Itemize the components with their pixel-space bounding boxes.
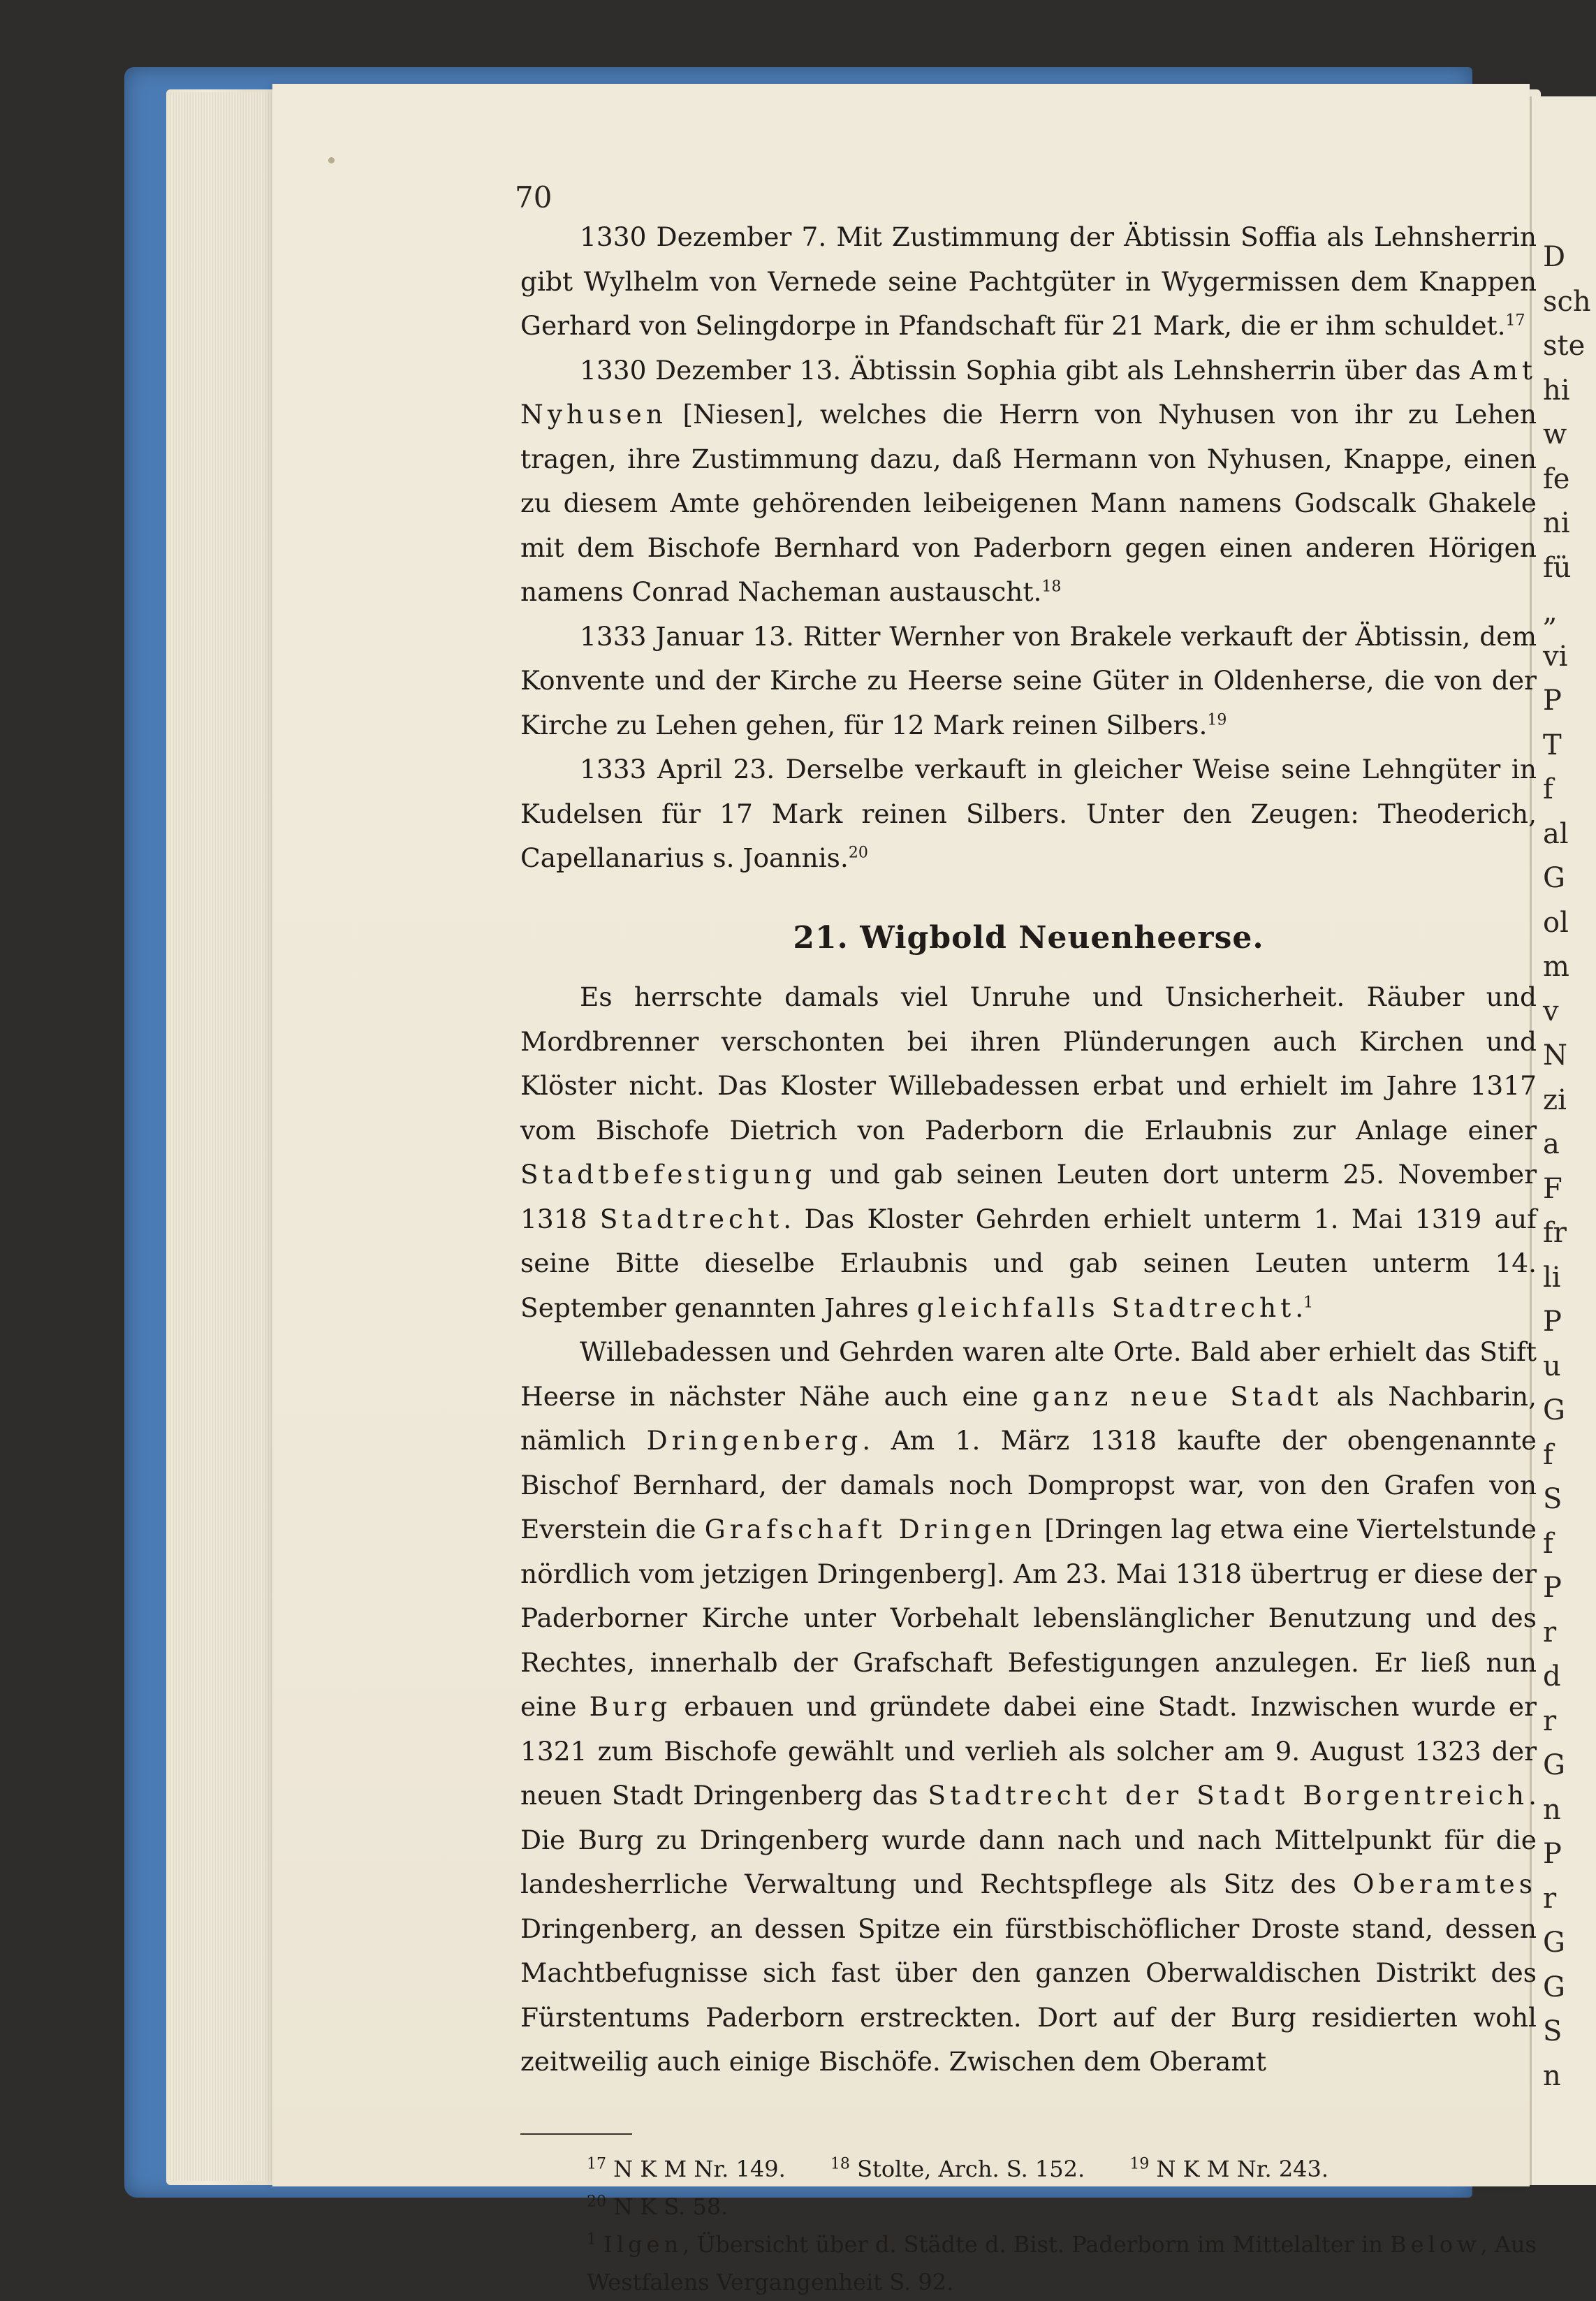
facing-page-fragment: vi bbox=[1543, 640, 1568, 673]
footnote-row-1 bbox=[520, 2150, 1537, 2188]
facing-page-fragment: al bbox=[1543, 817, 1569, 850]
facing-page-fragment: f bbox=[1543, 773, 1553, 805]
page-content bbox=[520, 175, 1537, 2301]
facing-page-fragment: zi bbox=[1543, 1083, 1567, 1116]
facing-page-fragment: ni bbox=[1543, 507, 1570, 539]
facing-page-fragment: r bbox=[1543, 1616, 1557, 1649]
facing-page-fragment: m bbox=[1543, 951, 1569, 983]
paragraph-dringenberg: Willebadessen und Gehrden waren alte Orte. Bald aber erhielt das Stift Heerse in nächster Nähe auch eine ganz neue Stadt als Nachbarin, nämlich Dringenberg. Am 1. März 1318 kaufte der obengenannte Bischof Bernhard, der damals noch Dompropst war, von den Grafen von Everstein die Grafschaft Dringen [Dringen lag etwa eine Viertelstunde nördlich vom jetzigen Dringenberg]. Am 23. Mai 1318 übertrug er diese der Paderborner Kirche unter Vorbehalt lebenslänglicher Benutzung und des Rechtes, innerhalb der Grafschaft Befestigungen anzulegen. Er ließ nun eine Burg erbauen und gründete dabei eine Stadt. Inzwischen wurde er 1321 zum Bischofe gewählt und verlieh als solcher am 9. August 1323 der neuen Stadt Dringenberg das Stadtrecht der Stadt Borgentreich. Die Burg zu Dringenberg wurde dann nach und nach Mittelpunkt für die landesherrliche Verwaltung und Rechtspflege als Sitz des Oberamtes Dringenberg, an dessen Spitze ein fürstbischöflicher Droste stand, dessen Machtbefugnisse sich fast über den ganzen Oberwaldischen Distrikt des Fürstentums Paderborn erstreckten. Dort auf der Burg residierten wohl zeitweilig auch einige Bischöfe. Zwischen dem Oberamt bbox=[520, 1336, 1537, 2077]
facing-page-fragment: u bbox=[1543, 1350, 1561, 1382]
facing-page-fragment: G bbox=[1543, 1927, 1565, 1959]
footnote-17: $^{17}$ N K M Nr. 149. bbox=[587, 2154, 786, 2182]
facing-page-fragment: fr bbox=[1543, 1217, 1567, 1249]
facing-page-fragment: G bbox=[1543, 862, 1565, 894]
footnote-18: $^{18}$ Stolte, Arch. S. 152. bbox=[830, 2154, 1085, 2182]
facing-page-fragment: sch bbox=[1543, 285, 1591, 318]
facing-page-fragment: a bbox=[1543, 1128, 1560, 1160]
facing-page-fragment: r bbox=[1543, 1704, 1557, 1737]
paper-speck bbox=[328, 157, 335, 163]
paragraph-unrest: Es herrschte damals viel Unruhe und Unsicherheit. Räuber und Mordbrenner verschonten bei ihren Plünderungen auch Kirchen und Klöster nicht. Das Kloster Willebadessen erbat und erhielt im Jahre 1317 vom Bischofe Dietrich von Paderborn die Erlaubnis zur Anlage einer Stadtbefestigung und gab seinen Leuten dort unterm 25. November 1318 Stadtrecht. Das Kloster Gehrden erhielt unterm 1. Mai 1319 auf seine Bitte dieselbe Erlaubnis und gab seinen Leuten unterm 14. September genannten Jahres gleichfalls Stadtrecht.$^1$ bbox=[520, 981, 1537, 1323]
entry-1333-jan-13: 1333 Januar 13. Ritter Wernher von Brakele verkauft der Äbtissin, dem Konvente und der Kirche zu Heerse seine Güter in Oldenherse, die von der Kirche zu Lehen gehen, für 12 Mark reinen Silbers.$^{19}$ bbox=[520, 620, 1537, 740]
entry-1333-apr-23: 1333 April 23. Derselbe verkauft in gleicher Weise seine Lehngüter in Kudelsen für 17 Mark reinen Silbers. Unter den Zeugen: Theoderich, Capellanarius s. Joannis.$^{20}$ bbox=[520, 754, 1537, 873]
facing-page-fragment: li bbox=[1543, 1261, 1561, 1294]
facing-page-fragment: S bbox=[1543, 2015, 1562, 2047]
facing-page-fragment: w bbox=[1543, 418, 1567, 451]
facing-page-fragment: S bbox=[1543, 1483, 1562, 1515]
facing-page-fragment: fü bbox=[1543, 551, 1572, 584]
facing-page-fragment: v bbox=[1543, 995, 1559, 1028]
facing-page-fragment: ste bbox=[1543, 330, 1586, 362]
facing-page-fragment: F bbox=[1543, 1172, 1562, 1205]
facing-page-fragment: fe bbox=[1543, 462, 1570, 495]
facing-page-fragment: G bbox=[1543, 1749, 1565, 1781]
facing-page-fragment: P bbox=[1543, 685, 1562, 717]
facing-page-fragment: f bbox=[1543, 1438, 1553, 1471]
page-number: 70 bbox=[515, 180, 552, 214]
facing-page-fragment: P bbox=[1543, 1572, 1562, 1604]
facing-page-fragment: G bbox=[1543, 1971, 1565, 2003]
facing-page-fragment: N bbox=[1543, 1039, 1567, 1072]
facing-page-fragment: f bbox=[1543, 1527, 1553, 1560]
facing-page-fragment: r bbox=[1543, 1882, 1557, 1915]
page-edges bbox=[170, 92, 282, 2181]
section-heading: 21. Wigbold Neuenheerse. bbox=[793, 919, 1264, 956]
facing-page-fragment: d bbox=[1543, 1660, 1561, 1693]
facing-page-fragment: hi bbox=[1543, 374, 1570, 407]
footnote-rule bbox=[520, 2133, 632, 2135]
facing-page-fragment: D bbox=[1543, 241, 1566, 273]
footnote-1: $^1$ Ilgen, Übersicht über d. Städte d. Bist. Paderborn im Mittelalter in Below, Aus Westfalens Vergangenheit S. 92. bbox=[587, 2230, 1537, 2295]
entry-1330-dec-7: 1330 Dezember 7. Mit Zustimmung der Äbtissin Soffia als Lehnsherrin gibt Wylhelm von Vernede seine Pachtgüter in Wygermissen dem Knappen Gerhard von Selingdorpe in Pfandschaft für 21 Mark, die er ihm schuldet.$^{17}$ bbox=[520, 221, 1537, 341]
facing-page-fragment: n bbox=[1543, 1793, 1561, 1826]
entry-1330-dec-13: 1330 Dezember 13. Äbtissin Sophia gibt als Lehnsherrin über das Amt Nyhusen [Niesen], welches die Herrn von Nyhusen von ihr zu Lehen tragen, ihre Zustimmung dazu, daß Hermann von Nyhusen, Knappe, einen zu diesem Amte gehörenden leibeigenen Mann namens Godscalk Ghakele mit dem Bischofe Bernhard von Paderborn gegen einen anderen Hörigen namens Conrad Nacheman austauscht.$^{18}$ bbox=[520, 354, 1537, 607]
facing-page-fragment: G bbox=[1543, 1394, 1565, 1426]
footnote-20: $^{20}$ N K S. 58. bbox=[587, 2192, 729, 2220]
footnote-19: $^{19}$ N K M Nr. 243. bbox=[1129, 2154, 1329, 2182]
facing-page-fragment: ol bbox=[1543, 906, 1569, 939]
facing-page-fragment: P bbox=[1543, 1838, 1562, 1870]
facing-page-fragment: P bbox=[1543, 1306, 1562, 1338]
facing-page-fragment: „ bbox=[1543, 596, 1558, 628]
facing-page bbox=[1530, 96, 1596, 2185]
facing-page-fragment: n bbox=[1543, 2059, 1561, 2092]
facing-page-fragment: T bbox=[1543, 729, 1562, 761]
